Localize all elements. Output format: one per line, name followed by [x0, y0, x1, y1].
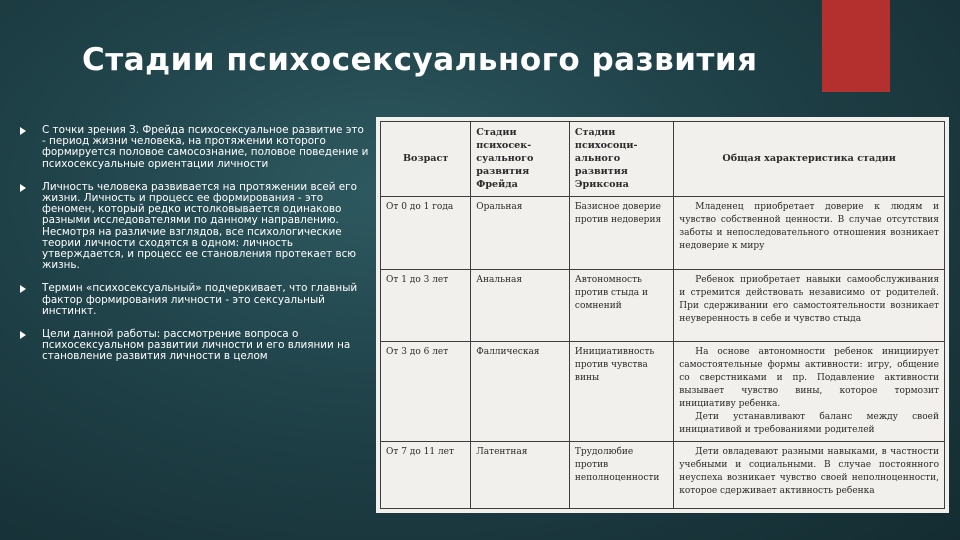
bullet-text: Личность человека развивается на протяжении всей его жизни. Личность и процесс ее формирования - это феномен, который редко истолковывается одинаково разными исследователями по данному направлению. Несмотря на различие взглядов, все психологические теории личности сходятся в одном: личность утверждается, и процесс ее становления протекает всю жизнь. — [42, 180, 357, 272]
header-characteristics: Общая характеристика стадии — [674, 122, 945, 197]
characteristics-text: Дети овладевают разными навыками, в частности учебными и социальными. В случае постоянного неуспеха возникает чувство своей неполноценности, которое сдерживает активность ребенка — [679, 447, 939, 497]
cell-age: От 1 до 3 лет — [381, 270, 471, 342]
characteristics-text: Младенец приобретает доверие к людям и чувство собственной ценности. В случае отсутствия заботы и непоследовательного отношения возникает недоверие к миру — [679, 201, 939, 251]
cell-age: От 0 до 1 года — [381, 196, 471, 270]
slide-title: Стадии психосексуального развития — [82, 42, 758, 78]
cell-freud: Фаллическая — [471, 341, 570, 442]
red-accent-bar — [822, 0, 890, 92]
table-row — [381, 270, 945, 342]
bullet-item — [18, 125, 370, 170]
cell-age: От 3 до 6 лет — [381, 341, 471, 442]
cell-characteristics — [674, 196, 945, 270]
bullet-item — [18, 283, 370, 317]
bullet-text: Термин «психосексуальный» подчеркивает, что главный фактор формирования личности - это сексуальный инстинкт. — [42, 282, 358, 317]
header-freud: Стадии психосек-суального развития Фрейда — [471, 122, 570, 197]
cell-characteristics — [674, 341, 945, 442]
cell-freud: Анальная — [471, 270, 570, 342]
stages-table-image — [376, 117, 949, 513]
cell-characteristics — [674, 442, 945, 509]
cell-freud: Оральная — [471, 196, 570, 270]
characteristics-text-2: Дети устанавливают баланс между своей инициативой и требованиями родителей — [679, 411, 939, 435]
header-age: Возраст — [381, 122, 471, 197]
bullet-text: Цели данной работы: рассмотрение вопроса о психосексуальном развитии личности и его влиянии на становление развития личности в целом — [42, 328, 351, 363]
table-row — [381, 442, 945, 509]
table-row — [381, 341, 945, 442]
cell-erikson: Автономность против стыда и сомнений — [569, 270, 673, 342]
bullet-item — [18, 182, 370, 272]
header-erikson: Стадии психосоци-ального развития Эриксона — [569, 122, 673, 197]
table-row — [381, 196, 945, 270]
bullet-text: С точки зрения З. Фрейда психосексуальное развитие это - период жизни человека, на протяжении которого формируется половое самосознание, половое поведение и психосексуальные ориентации личности — [42, 124, 369, 170]
triangle-bullet-icon — [20, 127, 26, 135]
cell-erikson: Трудолюбие против неполноценности — [569, 442, 673, 509]
cell-characteristics — [674, 270, 945, 342]
characteristics-text: Ребенок приобретает навыки самообслуживания и стремится действовать независимо от родителей. При сдерживании его самостоятельности возникает неуверенность в себе и чувство стыда — [679, 275, 939, 325]
stages-table — [380, 121, 945, 509]
cell-erikson: Базисное доверие против недоверия — [569, 196, 673, 270]
table-header-row — [381, 122, 945, 197]
cell-age: От 7 до 11 лет — [381, 442, 471, 509]
bullet-list — [18, 125, 370, 375]
characteristics-text: На основе автономности ребенок инициирует самостоятельные формы активности: игру, общение со сверстниками и пр. Подавление активности вызывает чувство вины, которое тормозит инициативу ребенка. — [679, 346, 939, 409]
cell-freud: Латентная — [471, 442, 570, 509]
bullet-item — [18, 329, 370, 363]
triangle-bullet-icon — [20, 331, 26, 339]
triangle-bullet-icon — [20, 184, 26, 192]
triangle-bullet-icon — [20, 285, 26, 293]
cell-erikson: Инициативность против чувства вины — [569, 341, 673, 442]
